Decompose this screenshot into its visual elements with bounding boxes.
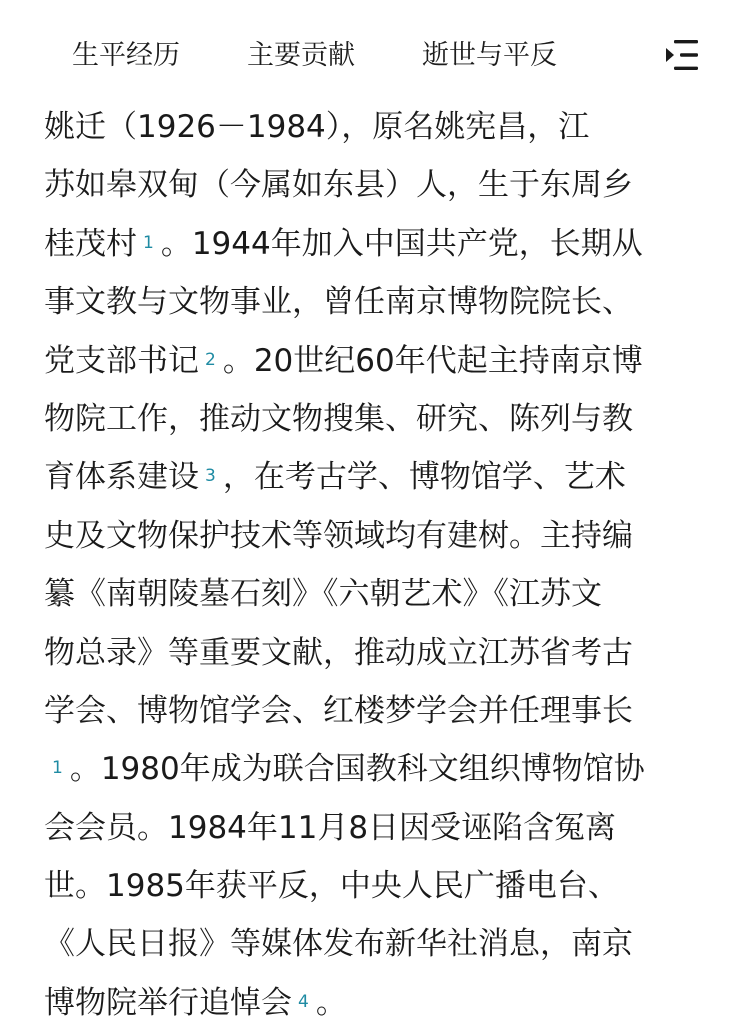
article-text: 苏如皋双甸（今属如东县）人，生于东周乡 <box>44 167 633 204</box>
article-text: 。 <box>315 984 347 1021</box>
collapse-menu-icon[interactable] <box>664 38 700 72</box>
article-line <box>44 273 714 331</box>
article-line <box>44 98 714 156</box>
citation-link[interactable]: 2 <box>205 349 216 370</box>
article-text: 物总录》等重要文献，推动成立江苏省考古 <box>44 634 633 671</box>
article-text: 。20世纪60年代起主持南京博 <box>222 342 643 379</box>
article-text: 育体系建设 <box>44 459 199 496</box>
article-line <box>44 390 714 448</box>
article-text: 会会员。1984年11月8日因受诬陷含冤离 <box>44 809 617 846</box>
article-text: 史及文物保护技术等领域均有建树。主持编 <box>44 517 633 554</box>
article-text: 桂茂村 <box>44 225 137 262</box>
article-text: ，在考古学、博物馆学、艺术 <box>222 459 626 496</box>
article-text: 党支部书记 <box>44 342 199 379</box>
article-text: 。1980年成为联合国教科文组织博物馆协 <box>69 751 645 788</box>
article-line <box>44 215 714 273</box>
section-tab-bar <box>0 0 750 100</box>
article-text: 事文教与文物事业，曾任南京博物院院长、 <box>44 284 633 321</box>
article-line <box>44 799 714 857</box>
article-line <box>44 857 714 915</box>
tab-main-contributions[interactable]: 主要贡献 <box>247 40 355 71</box>
article-text: 博物院举行追悼会 <box>44 984 292 1021</box>
article-line <box>44 156 714 214</box>
citation-link[interactable]: 1 <box>143 232 154 253</box>
article-text: 。1944年加入中国共产党，长期从 <box>160 225 643 262</box>
article-text: 世。1985年获平反，中央人民广播电台、 <box>44 868 619 905</box>
citation-link[interactable]: 4 <box>298 991 309 1012</box>
article-line <box>44 332 714 390</box>
article-line <box>44 682 714 740</box>
article-text: 学会、博物馆学会、红楼梦学会并任理事长 <box>44 692 633 729</box>
citation-link[interactable]: 3 <box>205 466 216 487</box>
article-line <box>44 448 714 506</box>
article-text: 物院工作，推动文物搜集、研究、陈列与教 <box>44 400 633 437</box>
tab-death-and-rehabilitation[interactable]: 逝世与平反 <box>422 40 557 71</box>
menu-icon-graphic <box>664 38 700 72</box>
article-line <box>44 624 714 682</box>
article-text: 纂《南朝陵墓石刻》《六朝艺术》《江苏文 <box>44 576 602 613</box>
article-text: 《人民日报》等媒体发布新华社消息，南京 <box>44 926 633 963</box>
article-line <box>44 565 714 623</box>
tab-life-experience[interactable]: 生平经历 <box>72 40 180 71</box>
article-line <box>44 740 714 798</box>
article-line <box>44 974 714 1032</box>
article-line <box>44 507 714 565</box>
article-line <box>44 915 714 973</box>
article-body <box>44 98 714 1032</box>
article-text: 姚迁（1926－1984），原名姚宪昌，江 <box>44 109 590 145</box>
citation-link[interactable]: 1 <box>52 758 63 779</box>
